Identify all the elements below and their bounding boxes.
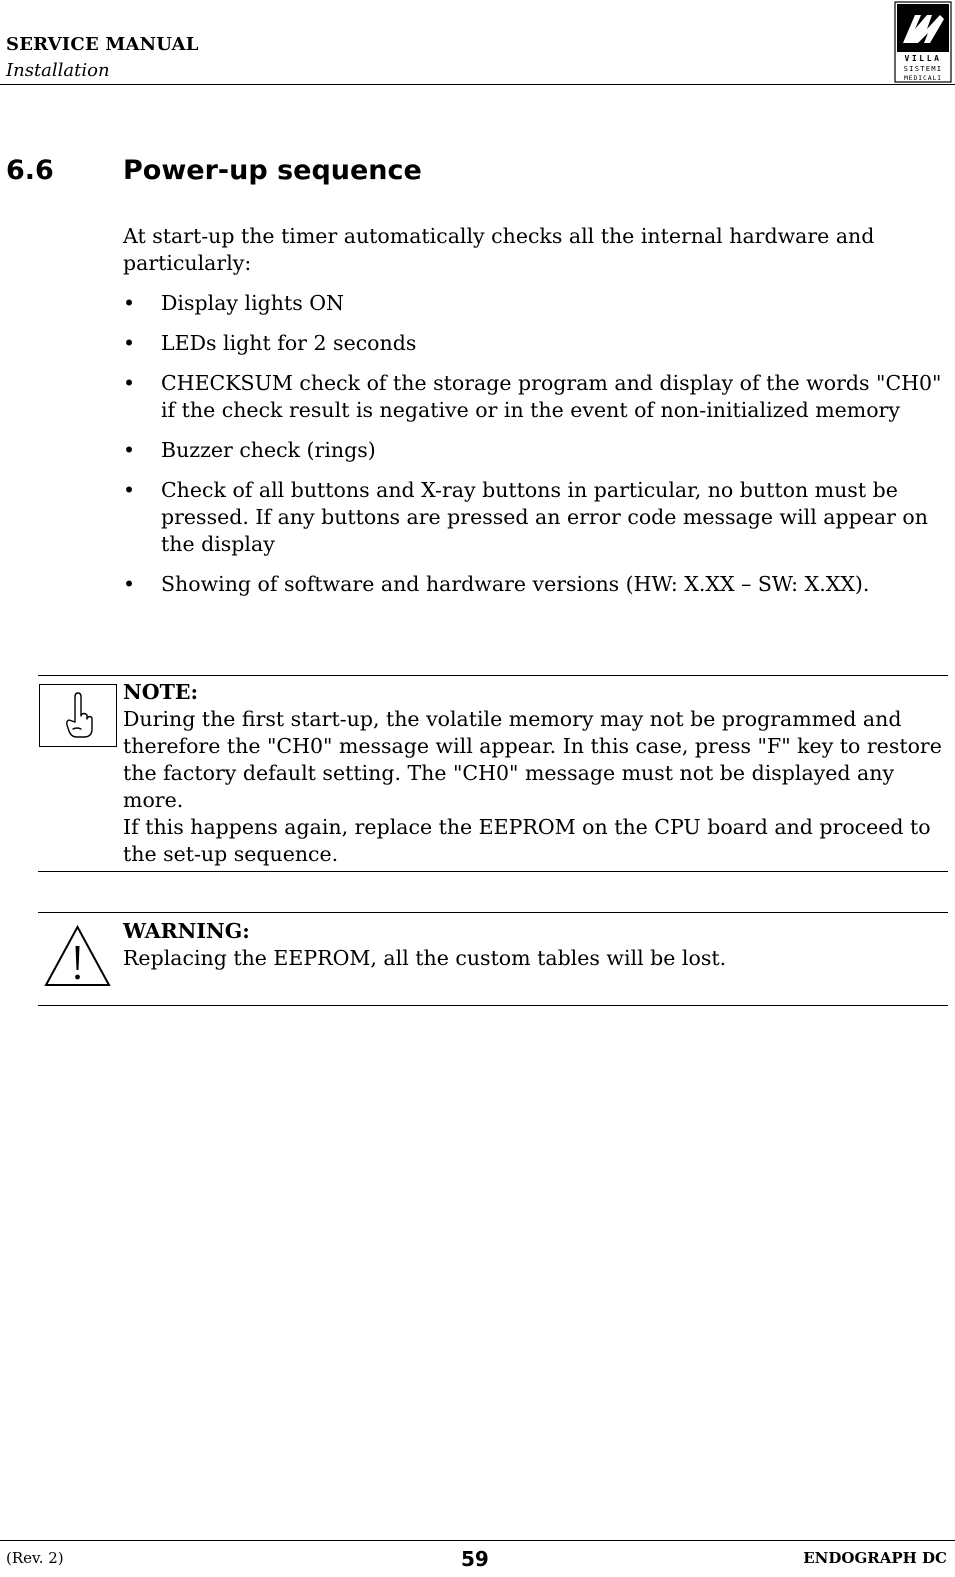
villa-logo xyxy=(894,1,952,83)
list-item xyxy=(123,477,949,558)
note-content xyxy=(123,679,949,868)
check-list xyxy=(123,290,949,611)
list-item-text: Showing of software and hardware versions (HW: X.XX – SW: X.XX). xyxy=(161,572,870,596)
note-paragraph: During the first start-up, the volatile memory may not be programmed and therefore the "CH0" message will appear. In this case, press "F" key to restore the factory default setting. The "CH0" message must not be displayed any more. xyxy=(123,707,942,812)
page-number: 59 xyxy=(461,1547,489,1571)
product-name: ENDOGRAPH DC xyxy=(803,1549,947,1567)
revision-label: (Rev. 2) xyxy=(6,1549,64,1567)
note-label: NOTE: xyxy=(123,680,199,704)
list-item-text: Display lights ON xyxy=(161,291,344,315)
list-item-text: LEDs light for 2 seconds xyxy=(161,331,417,355)
list-item xyxy=(123,330,949,357)
bullet-icon: • xyxy=(123,478,136,502)
bullet-icon: • xyxy=(123,291,136,315)
list-item-text: CHECKSUM check of the storage program and display of the words "CH0" if the check result is negative or in the event of non-initialized memory xyxy=(161,371,942,422)
list-item xyxy=(123,370,949,424)
list-item xyxy=(123,437,949,464)
warning-label: WARNING: xyxy=(123,919,250,943)
note-icon-frame xyxy=(39,684,117,747)
manual-title: SERVICE MANUAL xyxy=(6,34,199,55)
bullet-icon: • xyxy=(123,331,136,355)
list-item-text: Buzzer check (rings) xyxy=(161,438,376,462)
logo-line-2: SISTEMI xyxy=(903,64,943,73)
footer-divider xyxy=(0,1540,955,1541)
pointing-hand-icon xyxy=(40,685,115,745)
note-divider-bottom xyxy=(38,871,948,872)
list-item xyxy=(123,571,949,598)
warning-triangle-icon xyxy=(44,924,111,987)
warning-divider-top xyxy=(38,912,948,913)
bullet-icon: • xyxy=(123,371,136,395)
logo-line-3: MEDICALI xyxy=(904,74,942,82)
logo-line-1: VILLA xyxy=(904,54,942,63)
section-number: 6.6 xyxy=(6,155,54,186)
intro-paragraph: At start-up the timer automatically checks all the internal hardware and particularly: xyxy=(123,224,875,275)
chapter-name: Installation xyxy=(6,60,110,81)
bullet-icon: • xyxy=(123,438,136,462)
list-item-text: Check of all buttons and X-ray buttons in particular, no button must be pressed. If any buttons are pressed an error code message will appear on the display xyxy=(161,478,928,556)
list-item xyxy=(123,290,949,317)
bullet-icon: • xyxy=(123,572,136,596)
warning-content xyxy=(123,918,949,972)
warning-divider-bottom xyxy=(38,1005,948,1006)
note-paragraph: If this happens again, replace the EEPROM on the CPU board and proceed to the set-up sequence. xyxy=(123,815,931,866)
note-divider-top xyxy=(38,675,948,676)
section-title: Power-up sequence xyxy=(123,155,422,186)
header-divider xyxy=(0,84,955,85)
warning-paragraph: Replacing the EEPROM, all the custom tables will be lost. xyxy=(123,946,727,970)
